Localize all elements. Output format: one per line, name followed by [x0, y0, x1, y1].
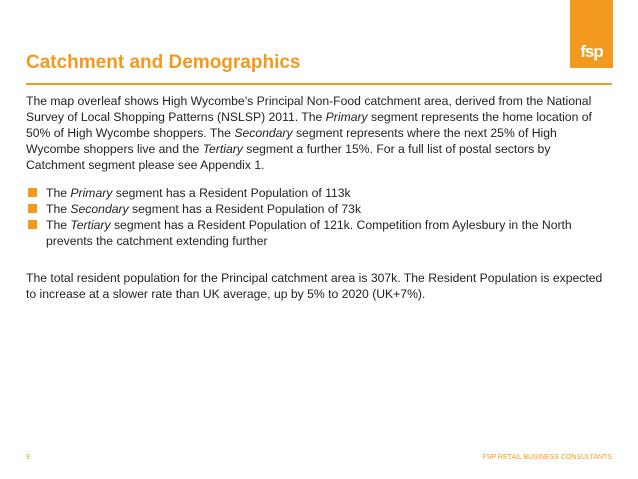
square-bullet-icon [28, 204, 37, 213]
bullet-text: segment has a Resident Population of 113k [112, 186, 351, 200]
intro-text: segment represents where the next 25% of High Wycombe shoppers live and the [26, 126, 557, 156]
intro-primary-term: Primary [325, 110, 368, 124]
intro-text: segment represents the home location of 50% of High Wycombe shoppers. The [26, 110, 592, 140]
page-number: 9 [26, 454, 30, 461]
bullet-text: segment has a Resident Population of 73k [128, 202, 362, 216]
bullet-item-secondary [26, 201, 612, 217]
intro-secondary-term: Secondary [234, 126, 293, 140]
logo-text: fsp [580, 42, 603, 61]
intro-tertiary-term: Tertiary [202, 142, 243, 156]
bullet-term: Primary [70, 186, 113, 200]
title-divider [26, 83, 612, 85]
intro-text: The map overleaf shows High Wycombe’s Principal Non-Food catchment area, derived from the National Survey of Local Shopping Patterns (NSLSP) 2011. The [26, 94, 592, 124]
intro-paragraph [26, 93, 612, 173]
bullet-term: Secondary [70, 202, 129, 216]
fsp-logo [570, 0, 613, 68]
bullet-text: The [46, 218, 71, 232]
intro-text: segment a further 15%. For a full list of postal sectors by Catchment segment please see Appendix 1. [26, 142, 551, 172]
square-bullet-icon [28, 188, 37, 197]
bullet-text: segment has a Resident Population of 121k. Competition from Aylesbury in the North prevents the catchment extending further [46, 218, 572, 248]
page-title: Catchment and Demographics [26, 52, 301, 73]
bullet-term: Tertiary [70, 218, 111, 232]
bullet-text: The [46, 186, 71, 200]
bullet-item-primary [26, 185, 612, 201]
bullet-item-tertiary [26, 217, 612, 249]
population-bullet-list [26, 185, 612, 249]
bullet-text: The [46, 202, 71, 216]
footer-brand: FSP RETAIL BUSINESS CONSULTANTS [482, 454, 612, 461]
closing-paragraph: The total resident population for the Principal catchment area is 307k. The Resident Population is expected to increase at a slower rate than UK average, up by 5% to 2020 (UK+7%). [26, 271, 603, 301]
square-bullet-icon [28, 220, 37, 229]
